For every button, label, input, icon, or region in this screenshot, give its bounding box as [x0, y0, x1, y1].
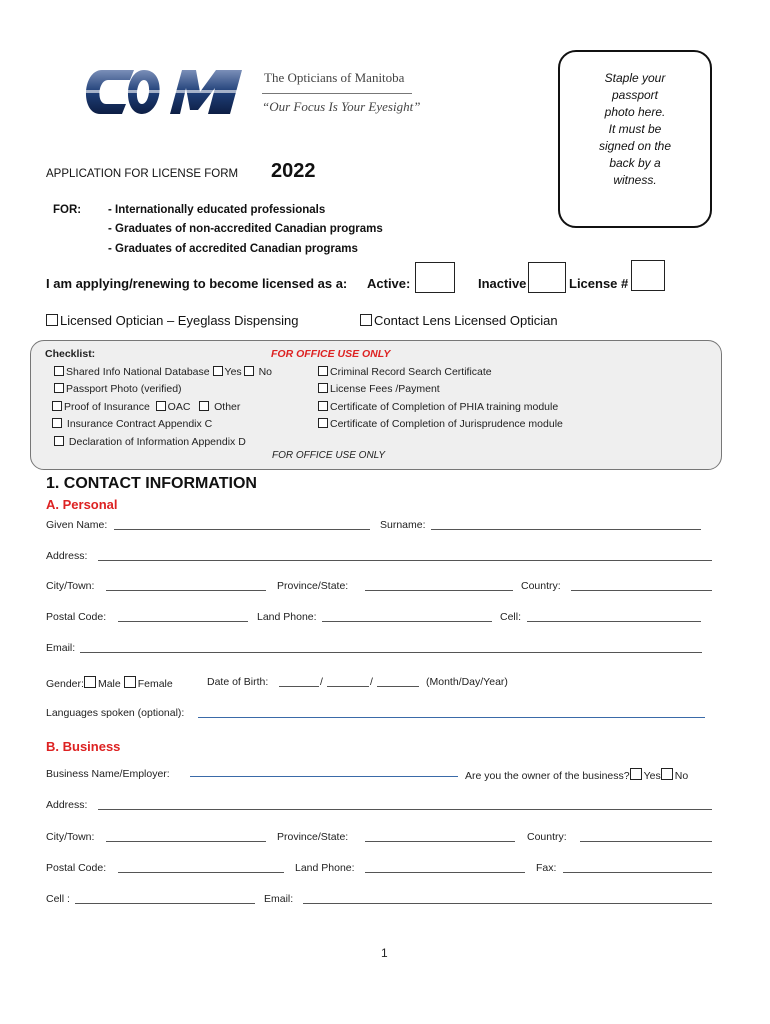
checklist-shared-info[interactable]: Shared Info National Database Yes No: [54, 366, 272, 378]
insurance-checkbox[interactable]: [52, 401, 62, 411]
dob-month-field[interactable]: [279, 676, 319, 687]
male-checkbox[interactable]: [84, 676, 96, 688]
org-divider: [262, 93, 412, 94]
checklist-phia[interactable]: Certificate of Completion of PHIA training module: [318, 401, 558, 413]
office-use-top: FOR OFFICE USE ONLY: [271, 348, 391, 360]
passport-checkbox[interactable]: [54, 383, 64, 393]
business-address-field[interactable]: [98, 799, 712, 810]
org-name: The Opticians of Manitoba: [264, 70, 405, 85]
checklist-contract[interactable]: Insurance Contract Appendix C: [52, 418, 212, 430]
declaration-checkbox[interactable]: [54, 436, 64, 446]
owner-yes-checkbox[interactable]: [630, 768, 642, 780]
given-name-label: Given Name:: [46, 519, 108, 531]
other-checkbox[interactable]: [199, 401, 209, 411]
business-postal-field[interactable]: [118, 862, 284, 873]
province-label: Province/State:: [277, 580, 349, 592]
gender-label: Gender: Male Female: [46, 678, 173, 690]
criminal-checkbox[interactable]: [318, 366, 328, 376]
option-eyeglass-label: Licensed Optician – Eyeglass Dispensing: [60, 313, 299, 328]
owner-question: Are you the owner of the business? Yes No: [465, 770, 689, 782]
checklist-title: Checklist:: [45, 348, 96, 360]
personal-heading: A. Personal: [46, 497, 118, 512]
country-field[interactable]: [571, 580, 712, 591]
business-land-phone-field[interactable]: [365, 862, 525, 873]
form-year: 2022: [271, 160, 316, 182]
fees-checkbox[interactable]: [318, 383, 328, 393]
for-item-non-accredited: - Graduates of non-accredited Canadian programs: [108, 223, 383, 235]
business-city-field[interactable]: [106, 831, 266, 842]
form-title: APPLICATION FOR LICENSE FORM: [46, 168, 239, 180]
option-eyeglass[interactable]: [46, 313, 298, 328]
checklist-insurance[interactable]: Proof of Insurance OAC Other: [52, 401, 240, 413]
dob-slash-1: /: [320, 676, 323, 688]
dob-day-field[interactable]: [327, 676, 369, 687]
shared-info-checkbox[interactable]: [54, 366, 64, 376]
passport-photo-box: [558, 50, 712, 228]
dob-year-field[interactable]: [377, 676, 419, 687]
business-province-label: Province/State:: [277, 831, 349, 843]
land-phone-field[interactable]: [322, 611, 492, 622]
business-email-field[interactable]: [303, 893, 712, 904]
business-fax-label: Fax:: [536, 862, 557, 874]
business-country-field[interactable]: [580, 831, 712, 842]
inactive-label: Inactive: [478, 276, 527, 291]
contact-lens-checkbox[interactable]: [360, 314, 372, 326]
province-field[interactable]: [365, 580, 513, 591]
applying-statement: I am applying/renewing to become licensed as a:: [46, 276, 348, 291]
dob-label: Date of Birth:: [207, 676, 269, 688]
business-province-field[interactable]: [365, 831, 515, 842]
surname-field[interactable]: [431, 519, 701, 530]
email-label: Email:: [46, 642, 76, 654]
business-address-label: Address:: [46, 799, 88, 811]
office-use-bottom: FOR OFFICE USE ONLY: [272, 450, 385, 461]
city-field[interactable]: [106, 580, 266, 591]
address-field[interactable]: [98, 550, 712, 561]
checklist-criminal[interactable]: Criminal Record Search Certificate: [318, 366, 492, 378]
checklist-passport[interactable]: Passport Photo (verified): [54, 383, 182, 395]
surname-label: Surname:: [380, 519, 426, 531]
address-label: Address:: [46, 550, 88, 562]
license-number-box[interactable]: [631, 260, 665, 291]
checklist-declaration[interactable]: Declaration of Information Appendix D: [54, 436, 246, 448]
cell-label: Cell:: [500, 611, 522, 623]
city-label: City/Town:: [46, 580, 95, 592]
business-cell-label: Cell :: [46, 893, 70, 905]
dob-slash-2: /: [370, 676, 373, 688]
given-name-field[interactable]: [114, 519, 370, 530]
business-heading: B. Business: [46, 739, 121, 754]
business-postal-label: Postal Code:: [46, 862, 107, 874]
active-box[interactable]: [415, 262, 455, 293]
land-phone-label: Land Phone:: [257, 611, 317, 623]
org-tagline: “Our Focus Is Your Eyesight”: [262, 99, 421, 114]
inactive-box[interactable]: [528, 262, 566, 293]
cell-field[interactable]: [527, 611, 701, 622]
checklist-jurisprudence[interactable]: Certificate of Completion of Jurisprudence module: [318, 418, 563, 430]
for-item-accredited: - Graduates of accredited Canadian programs: [108, 243, 358, 255]
option-contact-lens[interactable]: [360, 313, 558, 328]
female-checkbox[interactable]: [124, 676, 136, 688]
shared-info-no-checkbox[interactable]: [244, 366, 254, 376]
eyeglass-checkbox[interactable]: [46, 314, 58, 326]
postal-field[interactable]: [118, 611, 248, 622]
postal-label: Postal Code:: [46, 611, 107, 623]
owner-no-checkbox[interactable]: [661, 768, 673, 780]
business-city-label: City/Town:: [46, 831, 95, 843]
jurisprudence-checkbox[interactable]: [318, 418, 328, 428]
business-land-phone-label: Land Phone:: [295, 862, 355, 874]
for-item-international: - Internationally educated professionals: [108, 204, 326, 216]
business-name-label: Business Name/Employer:: [46, 768, 170, 780]
business-cell-field[interactable]: [75, 893, 255, 904]
photo-instructions: Staple your passport photo here. It must be signed on the back by a witness.: [598, 71, 672, 187]
oac-checkbox[interactable]: [156, 401, 166, 411]
business-country-label: Country:: [527, 831, 567, 843]
option-contact-lens-label: Contact Lens Licensed Optician: [374, 313, 558, 328]
license-number-label: License #: [569, 276, 629, 291]
section-contact-heading: 1. CONTACT INFORMATION: [46, 475, 257, 492]
for-label: FOR:: [53, 204, 82, 216]
languages-field[interactable]: [198, 707, 705, 718]
country-label: Country:: [521, 580, 561, 592]
email-field[interactable]: [80, 642, 702, 653]
page-number: 1: [381, 946, 388, 960]
active-label: Active:: [367, 276, 411, 291]
business-email-label: Email:: [264, 893, 294, 905]
shared-info-yes-checkbox[interactable]: [213, 366, 223, 376]
opticians-logo: [82, 62, 252, 122]
phia-checkbox[interactable]: [318, 401, 328, 411]
contract-checkbox[interactable]: [52, 418, 62, 428]
checklist-fees[interactable]: License Fees /Payment: [318, 383, 440, 395]
languages-label: Languages spoken (optional):: [46, 707, 185, 719]
dob-format: (Month/Day/Year): [426, 676, 508, 688]
business-fax-field[interactable]: [563, 862, 712, 873]
business-name-field[interactable]: [190, 766, 458, 777]
